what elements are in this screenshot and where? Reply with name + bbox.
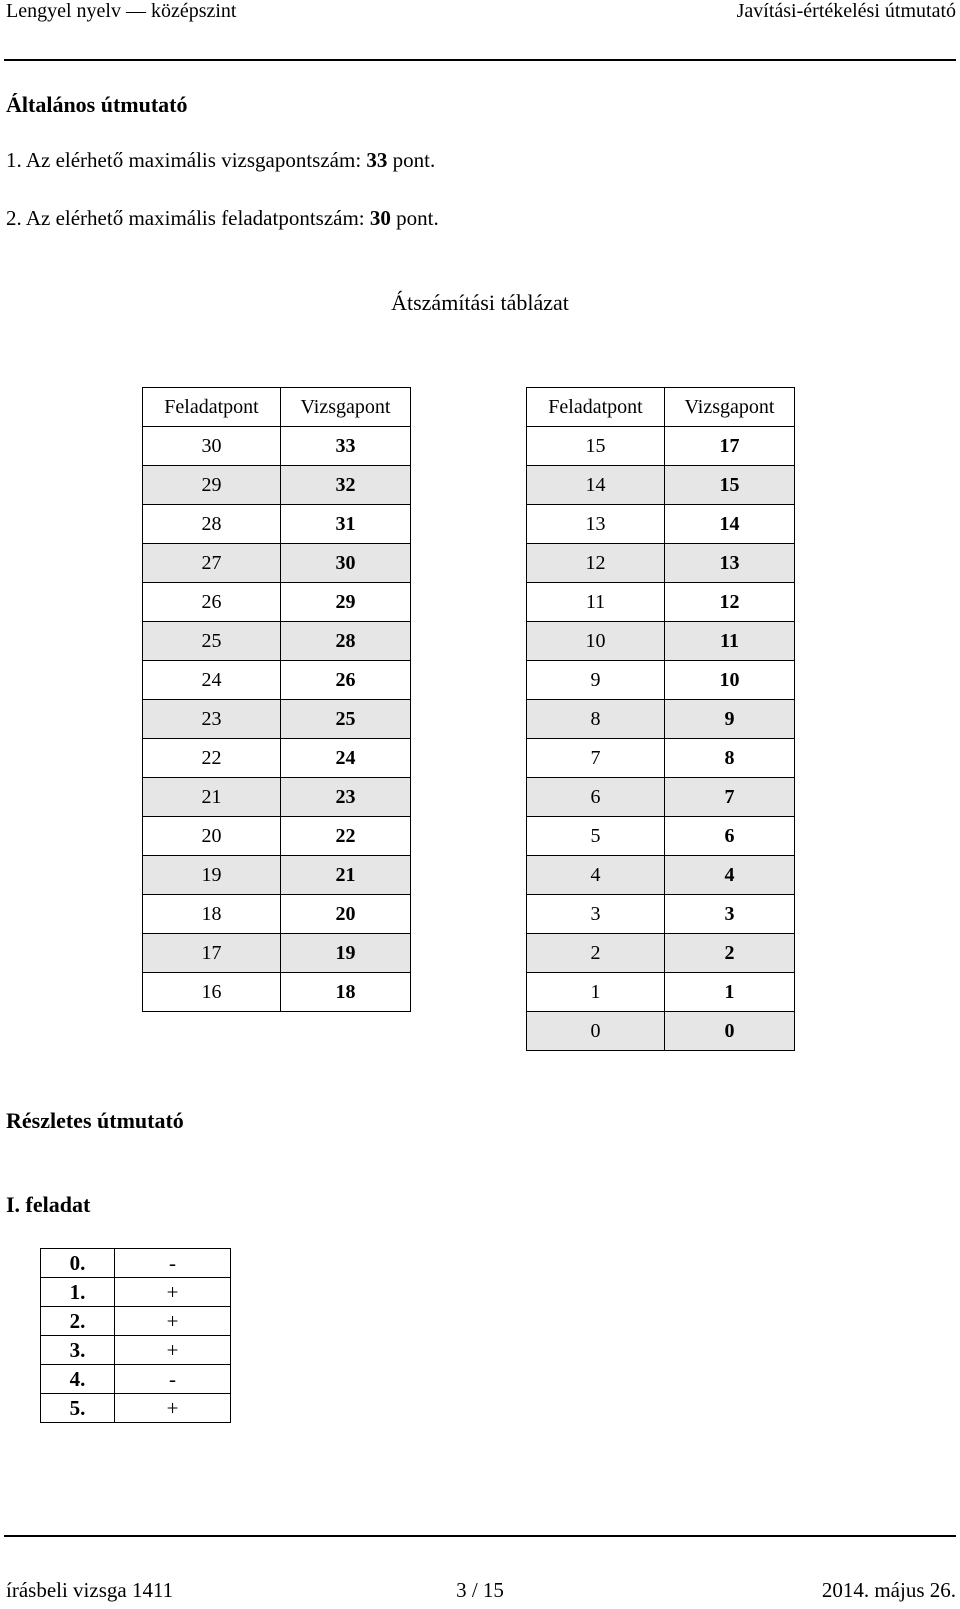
table-row (527, 622, 795, 661)
table-row (143, 622, 411, 661)
conversion-table-right (526, 387, 795, 1051)
conversion-table-left (142, 387, 411, 1012)
exam-points-cell: 11 (665, 622, 795, 661)
answer-mark: + (115, 1394, 231, 1423)
table-row (527, 583, 795, 622)
exam-points-cell: 3 (665, 895, 795, 934)
exam-points-cell: 30 (281, 544, 411, 583)
task-points-cell: 18 (143, 895, 281, 934)
task-points-cell: 17 (143, 934, 281, 973)
task-points-cell: 11 (527, 583, 665, 622)
exam-points-cell: 21 (281, 856, 411, 895)
table-row (527, 895, 795, 934)
conversion-table-title: Átszámítási táblázat (391, 290, 569, 315)
table-row (527, 817, 795, 856)
header-doc-type: Javítási-értékelési útmutató (736, 0, 956, 22)
answer-mark: + (115, 1278, 231, 1307)
max-task-points-value: 30 (369, 206, 391, 230)
task-points-cell: 19 (143, 856, 281, 895)
footer-page-number: 3 / 15 (456, 1578, 504, 1602)
task-points-cell: 0 (527, 1012, 665, 1051)
answer-mark: + (115, 1307, 231, 1336)
exam-points-cell: 33 (281, 427, 411, 466)
table-row (143, 934, 411, 973)
exam-points-cell: 23 (281, 778, 411, 817)
answer-mark: - (115, 1365, 231, 1394)
table-row (143, 817, 411, 856)
question-number: 2. (41, 1307, 115, 1336)
exam-points-cell: 19 (281, 934, 411, 973)
max-task-points-prefix: 2. Az elérhető maximális feladatpontszám: (6, 206, 370, 230)
exam-points-cell: 4 (665, 856, 795, 895)
task-points-cell: 22 (143, 739, 281, 778)
table-row (527, 505, 795, 544)
task-points-cell: 14 (527, 466, 665, 505)
answer-row (41, 1365, 231, 1394)
exam-points-cell: 24 (281, 739, 411, 778)
footer-exam-code: írásbeli vizsga 1411 (6, 1578, 174, 1602)
table-row (143, 856, 411, 895)
col-header-task-points: Feladatpont (143, 388, 281, 427)
table-row (143, 895, 411, 934)
task-points-cell: 1 (527, 973, 665, 1012)
exam-points-cell: 14 (665, 505, 795, 544)
task-points-cell: 26 (143, 583, 281, 622)
task-points-cell: 4 (527, 856, 665, 895)
exam-points-cell: 28 (281, 622, 411, 661)
table-row (143, 505, 411, 544)
detailed-guide-title: Részletes útmutató (6, 1108, 184, 1133)
exam-points-cell: 7 (665, 778, 795, 817)
task-points-cell: 6 (527, 778, 665, 817)
task-points-cell: 9 (527, 661, 665, 700)
exam-points-cell: 18 (281, 973, 411, 1012)
task-points-cell: 29 (143, 466, 281, 505)
exam-points-cell: 22 (281, 817, 411, 856)
question-number: 4. (41, 1365, 115, 1394)
exam-points-cell: 10 (665, 661, 795, 700)
task-points-cell: 2 (527, 934, 665, 973)
exam-points-cell: 26 (281, 661, 411, 700)
task-points-cell: 5 (527, 817, 665, 856)
table-row (143, 583, 411, 622)
header-subject: Lengyel nyelv — középszint (6, 0, 237, 22)
exam-points-cell: 9 (665, 700, 795, 739)
answer-row (41, 1278, 231, 1307)
question-number: 0. (41, 1249, 115, 1278)
max-task-points-line (6, 206, 439, 231)
table-row (527, 661, 795, 700)
table-row (527, 973, 795, 1012)
max-exam-points-value: 33 (366, 148, 388, 172)
task-points-cell: 30 (143, 427, 281, 466)
exam-points-cell: 8 (665, 739, 795, 778)
table-row (143, 973, 411, 1012)
task-points-cell: 24 (143, 661, 281, 700)
exam-points-cell: 0 (665, 1012, 795, 1051)
task-points-cell: 20 (143, 817, 281, 856)
answer-row (41, 1249, 231, 1278)
answer-mark: - (115, 1249, 231, 1278)
table-row (527, 427, 795, 466)
answer-row (41, 1307, 231, 1336)
exam-points-cell: 1 (665, 973, 795, 1012)
footer-rule (4, 1535, 956, 1537)
exam-points-cell: 12 (665, 583, 795, 622)
question-number: 5. (41, 1394, 115, 1423)
table-row (143, 739, 411, 778)
col-header-exam-points: Vizsgapont (281, 388, 411, 427)
task-points-cell: 13 (527, 505, 665, 544)
table-row (143, 427, 411, 466)
answer-key-table (40, 1248, 231, 1423)
exam-points-cell: 25 (281, 700, 411, 739)
table-row (143, 544, 411, 583)
exam-points-cell: 2 (665, 934, 795, 973)
exam-points-cell: 13 (665, 544, 795, 583)
table-row (527, 856, 795, 895)
task-points-cell: 8 (527, 700, 665, 739)
task-points-cell: 16 (143, 973, 281, 1012)
table-row (527, 466, 795, 505)
max-exam-points-suffix: pont. (387, 148, 436, 172)
table-row (527, 700, 795, 739)
task-points-cell: 12 (527, 544, 665, 583)
exam-points-cell: 31 (281, 505, 411, 544)
table-row (527, 739, 795, 778)
table-row (527, 544, 795, 583)
exam-points-cell: 29 (281, 583, 411, 622)
table-row (527, 1012, 795, 1051)
exam-points-cell: 20 (281, 895, 411, 934)
question-number: 1. (41, 1278, 115, 1307)
task-points-cell: 27 (143, 544, 281, 583)
table-row (527, 778, 795, 817)
table-row (143, 661, 411, 700)
table-row (143, 778, 411, 817)
table-row (143, 700, 411, 739)
header-rule (4, 59, 956, 61)
answer-mark: + (115, 1336, 231, 1365)
task-points-cell: 3 (527, 895, 665, 934)
question-number: 3. (41, 1336, 115, 1365)
footer-date: 2014. május 26. (821, 1578, 956, 1602)
max-task-points-suffix: pont. (390, 206, 439, 230)
exam-points-cell: 17 (665, 427, 795, 466)
general-guide-title: Általános útmutató (6, 92, 188, 117)
col-header-exam-points: Vizsgapont (665, 388, 795, 427)
exam-points-cell: 32 (281, 466, 411, 505)
task-points-cell: 7 (527, 739, 665, 778)
task-points-cell: 15 (527, 427, 665, 466)
exam-points-cell: 15 (665, 466, 795, 505)
exam-points-cell: 6 (665, 817, 795, 856)
max-exam-points-prefix: 1. Az elérhető maximális vizsgapontszám: (6, 148, 367, 172)
answer-row (41, 1336, 231, 1365)
task-points-cell: 23 (143, 700, 281, 739)
task-points-cell: 25 (143, 622, 281, 661)
max-exam-points-line (6, 148, 435, 173)
col-header-task-points: Feladatpont (527, 388, 665, 427)
task-points-cell: 28 (143, 505, 281, 544)
table-row (527, 934, 795, 973)
task-one-title: I. feladat (6, 1192, 91, 1217)
table-row (143, 466, 411, 505)
task-points-cell: 21 (143, 778, 281, 817)
answer-row (41, 1394, 231, 1423)
task-points-cell: 10 (527, 622, 665, 661)
